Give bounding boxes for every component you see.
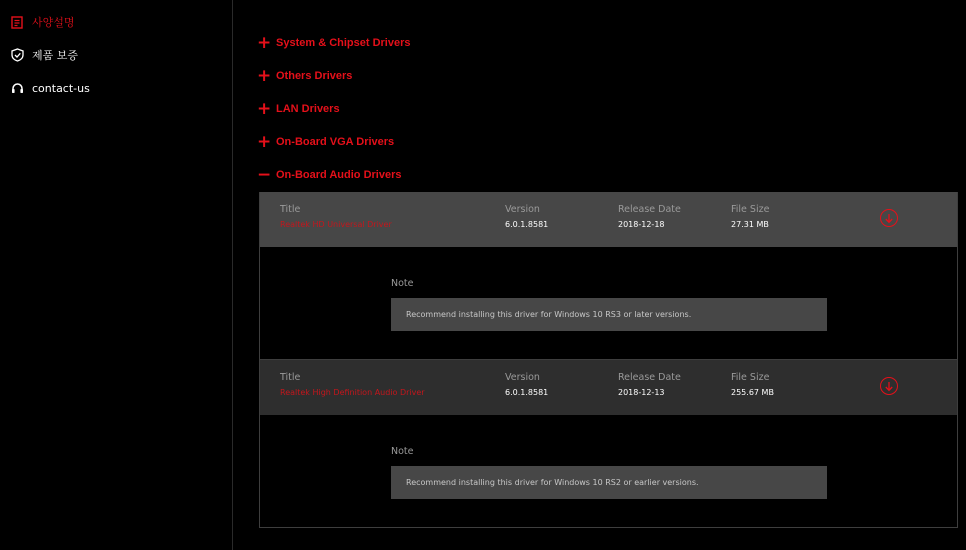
column-header: Title <box>280 204 301 215</box>
shield-check-icon <box>10 48 24 62</box>
driver-entry <box>259 192 958 360</box>
column-header: File Size <box>731 372 770 383</box>
category-onboard-audio[interactable] <box>257 166 402 184</box>
column-header: Release Date <box>618 372 681 383</box>
driver-row <box>260 192 957 247</box>
note-section <box>260 247 957 359</box>
driver-list <box>233 0 966 550</box>
category-others[interactable] <box>257 67 352 85</box>
expand-icon: + <box>257 65 272 86</box>
version-column <box>505 372 548 397</box>
sidebar-item-specifications[interactable] <box>10 13 75 31</box>
download-button[interactable] <box>880 209 898 227</box>
category-label: System & Chipset Drivers <box>276 37 411 49</box>
driver-title: Realtek HD Universal Driver <box>280 220 392 229</box>
note-label: Note <box>391 278 414 289</box>
version-column <box>505 204 548 229</box>
column-header: Release Date <box>618 204 681 215</box>
sidebar-item-label: contact-us <box>32 81 90 95</box>
note-text: Recommend installing this driver for Windows 10 RS2 or earlier versions. <box>391 466 827 499</box>
category-label: LAN Drivers <box>276 103 340 115</box>
driver-row <box>260 360 957 415</box>
sidebar-item-label: 제품 보증 <box>32 49 79 62</box>
download-button[interactable] <box>880 377 898 395</box>
title-column <box>280 204 392 229</box>
category-label: On-Board Audio Drivers <box>276 169 402 181</box>
column-header: Version <box>505 372 540 383</box>
category-label: On-Board VGA Drivers <box>276 136 395 148</box>
expand-icon: + <box>257 32 272 53</box>
release-date-column <box>618 372 681 397</box>
driver-file-size: 27.31 MB <box>731 220 769 229</box>
note-text: Recommend installing this driver for Windows 10 RS3 or later versions. <box>391 298 827 331</box>
sidebar-item-contact-us[interactable] <box>10 79 90 97</box>
column-header: Title <box>280 372 301 383</box>
expand-icon: + <box>257 98 272 119</box>
driver-version: 6.0.1.8581 <box>505 220 549 229</box>
note-section <box>260 415 957 527</box>
driver-file-size: 255.67 MB <box>731 388 774 397</box>
sidebar-item-warranty[interactable] <box>10 46 78 64</box>
headset-icon <box>10 81 24 95</box>
download-arrow-icon <box>884 213 894 224</box>
driver-version: 6.0.1.8581 <box>505 388 549 397</box>
collapse-icon: − <box>257 164 272 185</box>
expand-icon: + <box>257 131 272 152</box>
category-onboard-vga[interactable] <box>257 133 394 151</box>
driver-release-date: 2018-12-13 <box>618 388 665 397</box>
column-header: File Size <box>731 204 770 215</box>
category-label: Others Drivers <box>276 70 353 82</box>
release-date-column <box>618 204 681 229</box>
category-system-chipset[interactable] <box>257 34 411 52</box>
note-label: Note <box>391 446 414 457</box>
driver-release-date: 2018-12-18 <box>618 220 665 229</box>
file-size-column <box>731 204 769 229</box>
download-arrow-icon <box>884 381 894 392</box>
document-icon <box>10 15 24 29</box>
category-lan[interactable] <box>257 100 340 118</box>
file-size-column <box>731 372 774 397</box>
sidebar <box>0 0 233 550</box>
sidebar-item-label: 사양설명 <box>32 16 75 29</box>
title-column <box>280 372 425 397</box>
driver-entry <box>259 360 958 528</box>
driver-title: Realtek High Definition Audio Driver <box>280 388 425 397</box>
column-header: Version <box>505 204 540 215</box>
